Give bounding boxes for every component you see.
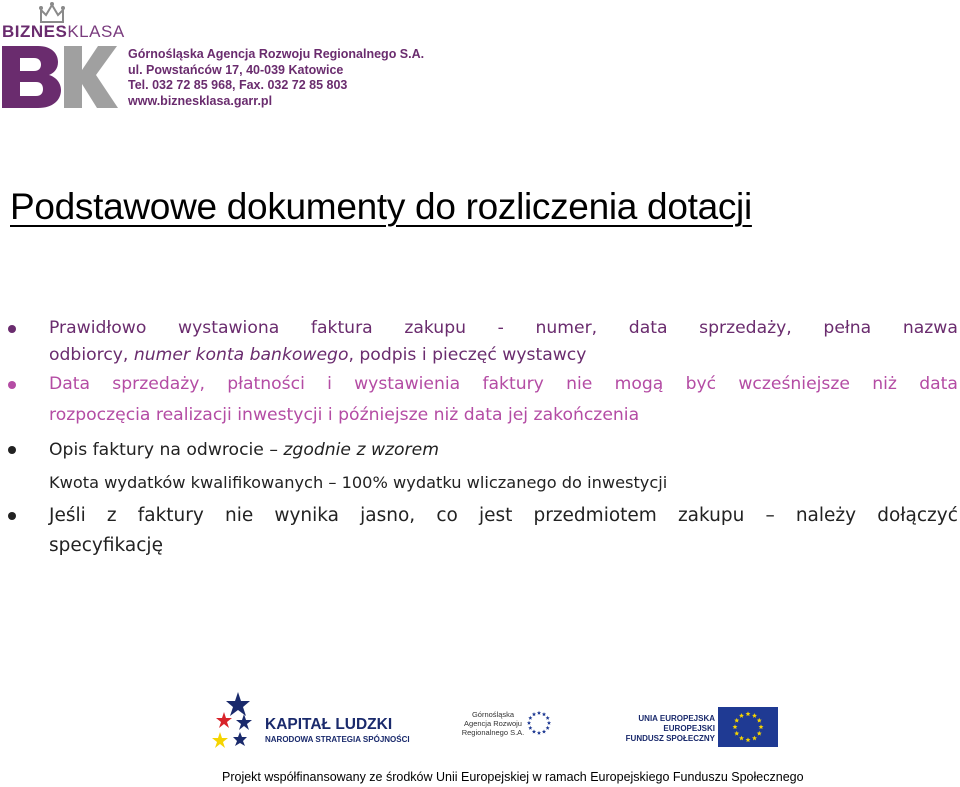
word: co bbox=[436, 505, 458, 526]
bullet-list bbox=[8, 315, 958, 561]
bullet-icon bbox=[8, 381, 16, 389]
item5-line2: specyfikację bbox=[49, 535, 163, 556]
word: Data bbox=[49, 374, 91, 394]
bullet-icon bbox=[8, 446, 16, 454]
item4-text: Kwota wydatków kwalifikowanych – 100% wydatku wliczanego do inwestycji bbox=[49, 473, 668, 492]
item1-line2: odbiorcy, numer konta bankowego, podpis i pieczęć wystawcy bbox=[49, 345, 587, 365]
word: z bbox=[106, 505, 117, 526]
item2-line1 bbox=[49, 369, 958, 400]
organization-phone: Tel. 032 72 85 968, Fax. 032 72 85 803 bbox=[128, 78, 348, 92]
word: jest bbox=[478, 505, 513, 526]
list-item bbox=[8, 369, 958, 431]
word: mogą bbox=[614, 374, 664, 394]
word: zakupu bbox=[404, 318, 467, 338]
word: faktura bbox=[310, 318, 373, 338]
bullet-icon bbox=[8, 512, 16, 520]
word: być bbox=[685, 374, 717, 394]
word: Jeśli bbox=[49, 505, 86, 526]
word: data bbox=[628, 318, 668, 338]
crown-icon bbox=[38, 2, 66, 24]
word: – bbox=[765, 505, 775, 526]
eu-label: UNIA EUROPEJSKA EUROPEJSKI FUNDUSZ SPOŁECZNY bbox=[625, 714, 715, 743]
word: nazwa bbox=[902, 318, 958, 338]
word: płatności bbox=[227, 374, 305, 394]
bullet-icon bbox=[8, 325, 16, 333]
word: numer, bbox=[535, 318, 598, 338]
word: jasno, bbox=[360, 505, 416, 526]
organization-name: Górnośląska Agencja Rozwoju Regionalnego S.A. bbox=[128, 47, 425, 61]
word: wystawiona bbox=[178, 318, 280, 338]
word: Prawidłowo bbox=[49, 318, 147, 338]
footer-logos bbox=[0, 690, 960, 760]
word: sprzedaży, bbox=[699, 318, 792, 338]
organization-address: ul. Powstańców 17, 40-039 Katowice bbox=[128, 62, 344, 77]
page-title: Podstawowe dokumenty do rozliczenia dotacji bbox=[10, 186, 752, 227]
word: - bbox=[497, 318, 504, 338]
word: pełna bbox=[823, 318, 872, 338]
item1-line1 bbox=[49, 315, 958, 342]
word: sprzedaży, bbox=[112, 374, 205, 394]
garr-logo-text: Górnośląska Agencja Rozwoju Regionalnego S.A. bbox=[461, 710, 525, 737]
word: dołączyć bbox=[877, 505, 958, 526]
brand-wordmark: BIZNESKLASA bbox=[2, 22, 125, 41]
kapital-ludzki-stars-logo bbox=[210, 690, 262, 754]
word: wystawienia bbox=[354, 374, 461, 394]
word: nie bbox=[224, 505, 254, 526]
word: data bbox=[919, 374, 958, 394]
word: faktury bbox=[482, 374, 544, 394]
organization-info bbox=[128, 47, 424, 109]
word: należy bbox=[795, 505, 857, 526]
bk-monogram-logo bbox=[0, 44, 118, 110]
word: zakupu bbox=[677, 505, 745, 526]
list-item bbox=[8, 465, 958, 501]
word: i bbox=[327, 374, 332, 394]
eu-flag-icon bbox=[524, 708, 554, 738]
word: nie bbox=[566, 374, 593, 394]
item5-line1 bbox=[49, 501, 958, 531]
footer-note: Projekt współfinansowany ze środków Unii Europejskiej w ramach Europejskiego Funduszu Społecznego bbox=[222, 770, 804, 784]
header bbox=[0, 0, 960, 115]
list-item: Opis faktury na odwrocie – zgodnie z wzorem bbox=[8, 435, 958, 465]
word: wcześniejsze bbox=[738, 374, 850, 394]
word: faktury bbox=[137, 505, 204, 526]
kapital-ludzki-text: KAPITAŁ LUDZKI NARODOWA STRATEGIA SPÓJNOŚCI bbox=[265, 716, 410, 744]
word: wynika bbox=[274, 505, 340, 526]
word: przedmiotem bbox=[533, 505, 657, 526]
eu-flag-icon bbox=[718, 707, 778, 747]
list-item bbox=[8, 315, 958, 369]
item2-line2: rozpoczęcia realizacji inwestycji i późniejsze niż data jej zakończenia bbox=[49, 405, 640, 425]
list-item bbox=[8, 501, 958, 561]
organization-website: www.biznesklasa.garr.pl bbox=[128, 93, 273, 108]
word: niż bbox=[872, 374, 897, 394]
